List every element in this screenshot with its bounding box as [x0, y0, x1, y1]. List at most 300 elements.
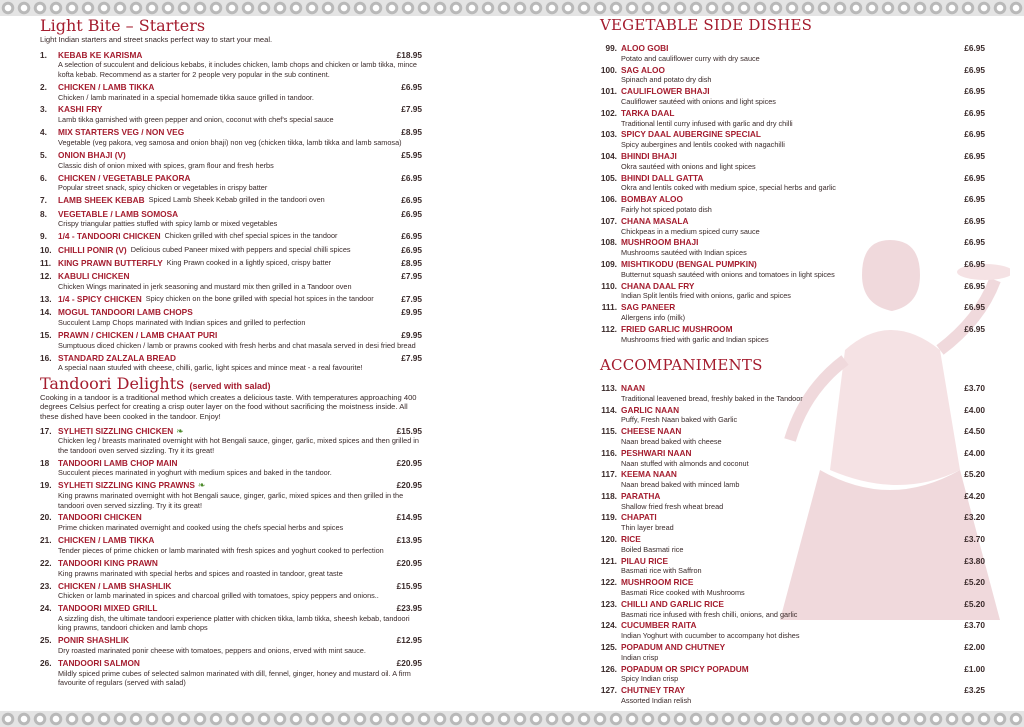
item-name: TANDOORI LAMB CHOP MAIN	[58, 457, 178, 468]
menu-item-row	[40, 330, 422, 341]
item-price: £9.95	[401, 329, 422, 340]
menu-item	[600, 577, 985, 598]
item-number: 100.	[600, 64, 617, 75]
menu-item	[600, 258, 985, 279]
item-description: King prawns marinated overnight with hot Bengali sauce, ginger, garlic, mixed spices and then grilled in the tandoori oven served sizzling. Try it its great!	[58, 491, 404, 510]
item-description: Traditional leavened bread, freshly baked in the Tandoor	[621, 393, 803, 403]
menu-item-row	[40, 512, 422, 523]
menu-item-row	[40, 258, 422, 269]
item-price: £3.70	[964, 534, 985, 545]
accompaniments-title: ACCOMPANIMENTS	[600, 355, 763, 374]
item-name: PRAWN / CHICKEN / LAMB CHAAT PURI	[58, 329, 218, 340]
item-description: Potato and cauliflower curry with dry sauce	[621, 53, 760, 63]
item-number: 110.	[601, 280, 617, 291]
item-name: BHINDI BHAJI	[621, 150, 677, 161]
item-name: KEEMA NAAN	[621, 469, 677, 480]
menu-item-row	[600, 258, 985, 270]
menu-item-row	[600, 620, 985, 631]
item-description: A sizzling dish, the ultimate tandoori experience platter with chicken tikka, lamb tikka, sheesh kebab, tandoori king prawns, tandoori chicken and lamb chops	[58, 614, 410, 633]
item-number: 17.	[40, 425, 52, 436]
menu-item	[40, 231, 422, 242]
menu-item-row	[600, 237, 985, 248]
item-number: 125.	[600, 642, 617, 653]
item-price: £6.95	[964, 258, 985, 269]
item-description: Naan stuffed with almonds and coconut	[621, 458, 749, 468]
item-number: 115.	[601, 426, 617, 437]
item-name: KASHI FRY	[58, 104, 103, 115]
menu-item-row	[40, 458, 422, 469]
menu-item-row	[600, 642, 985, 653]
item-price: £20.95	[396, 457, 422, 468]
menu-item-row	[40, 558, 422, 569]
menu-item	[601, 323, 985, 344]
menu-item-row	[40, 50, 422, 61]
menu-item-row	[601, 302, 985, 313]
item-price: £3.80	[964, 555, 985, 566]
item-name: SAG PANEER	[621, 302, 676, 313]
veg-sides-list	[600, 43, 985, 344]
menu-item	[40, 173, 422, 193]
item-number: 103.	[600, 129, 617, 140]
item-name: POPADUM OR SPICY POPADUM	[621, 663, 749, 674]
item-number: 99.	[605, 43, 617, 53]
menu-item-row	[601, 280, 985, 292]
menu-item	[600, 107, 985, 128]
item-description: Spicy aubergines and lentils cooked with nagachilli	[621, 140, 785, 150]
menu-item	[40, 127, 422, 147]
menu-item	[600, 685, 985, 706]
item-name: CHICKEN / LAMB SHASHLIK	[58, 580, 172, 591]
menu-item-row	[40, 535, 422, 546]
item-price: £6.95	[964, 172, 985, 183]
item-price: £6.95	[964, 280, 985, 291]
item-name: CUCUMBER RAITA	[621, 620, 697, 631]
item-description: Lamb tikka garnished with green pepper and onion, coconut with chef's special sauce	[58, 115, 334, 125]
item-price: £8.95	[401, 127, 422, 138]
item-price: £20.95	[396, 480, 422, 491]
menu-item	[40, 558, 422, 578]
menu-item	[40, 294, 422, 305]
left-column	[40, 18, 422, 690]
item-number: 109.	[600, 258, 617, 269]
menu-item	[600, 663, 985, 684]
menu-item	[600, 86, 985, 106]
item-number: 119.	[601, 512, 617, 523]
item-number: 19.	[40, 480, 52, 491]
menu-item-row	[40, 209, 422, 220]
menu-item	[40, 150, 422, 170]
item-number: 26.	[40, 658, 52, 669]
item-description: Chickpeas in a medium spiced curry sauce	[621, 226, 760, 236]
menu-item	[601, 512, 985, 533]
item-price: £5.20	[964, 598, 985, 609]
menu-item-row	[40, 658, 422, 669]
item-price: £6.95	[964, 150, 985, 161]
item-name: CHANA MASALA	[621, 215, 689, 226]
menu-item-row	[40, 173, 422, 184]
item-description: Assorted Indian relish	[621, 696, 692, 706]
menu-item	[601, 280, 985, 301]
item-name: TARKA DAAL	[621, 107, 675, 118]
item-price: £5.20	[964, 577, 985, 588]
item-number: 127.	[600, 685, 617, 696]
item-number: 112.	[601, 323, 617, 334]
item-name: MOGUL TANDOORI LAMB CHOPS	[58, 307, 193, 318]
item-number: 6.	[40, 172, 47, 183]
item-name: PONIR SHASHLIK	[58, 635, 129, 646]
menu-item-row	[40, 104, 422, 115]
menu-item	[40, 535, 422, 555]
item-price: £6.95	[964, 215, 985, 226]
menu-item	[600, 64, 985, 85]
item-description: Shallow fried fresh wheat bread	[621, 501, 724, 511]
item-description: Mildly spiced prime cubes of selected salmon marinated with dill, fennel, ginger, honey and mustard oil. A firm favourite of regulars (served with salad)	[58, 668, 411, 688]
item-description: Boiled Basmati rice	[621, 544, 684, 554]
item-price: £15.95	[396, 580, 422, 591]
item-description: Vegetable (veg pakora, veg samosa and onion bhaji) non veg (chicken tikka, lamb tikka and lamb samosa)	[58, 137, 402, 147]
menu-item-row	[605, 43, 985, 54]
item-price: £1.00	[964, 663, 985, 674]
item-name: CHEESE NAAN	[621, 426, 682, 437]
starters-list	[40, 50, 422, 373]
item-name: 1/4 - SPICY CHICKEN	[58, 293, 142, 304]
menu-item	[601, 404, 985, 425]
item-description: Chicken or lamb marinated in spices and charcoal grilled with tomatoes, spicy peppers and onions..	[58, 591, 379, 601]
menu-item	[601, 302, 985, 322]
item-name: PESHWARI NAAN	[621, 447, 692, 458]
menu-item-row	[40, 353, 422, 364]
item-name: FRIED GARLIC MUSHROOM	[621, 323, 733, 334]
menu-item-row	[40, 150, 422, 161]
item-name: SYLHETI SIZZLING CHICKEN	[58, 425, 174, 436]
menu-item	[40, 258, 422, 269]
menu-item-row	[40, 271, 422, 282]
menu-item-row	[40, 581, 422, 592]
menu-item	[40, 195, 422, 206]
item-name: CHILLI AND GARLIC RICE	[621, 598, 724, 609]
item-price: £23.95	[396, 603, 422, 614]
item-price: £6.95	[964, 302, 985, 313]
menu-item	[40, 426, 422, 456]
item-description: Spinach and potato dry dish	[621, 75, 712, 85]
menu-item-row	[40, 426, 422, 437]
menu-item-row	[600, 172, 985, 184]
item-price: £6.95	[964, 107, 985, 118]
item-price: £6.95	[964, 43, 985, 53]
item-number: 2.	[40, 81, 47, 92]
item-price: £7.95	[401, 104, 422, 115]
item-number: 11.	[40, 257, 52, 268]
menu-item-row	[40, 245, 422, 256]
item-name: POPADUM AND CHUTNEY	[621, 642, 726, 653]
menu-item-row	[600, 598, 985, 610]
item-description: Butternut squash sautéed with onions and tomatoes in light spices	[621, 269, 835, 279]
item-number: 116.	[601, 447, 617, 458]
item-price: £4.00	[964, 404, 985, 415]
item-description: King Prawn cooked in a lightly spiced, crispy batter	[166, 257, 332, 267]
item-number: 126.	[600, 663, 617, 674]
item-number: 1.	[40, 49, 47, 60]
menu-item	[600, 598, 985, 619]
menu-item	[601, 382, 985, 403]
item-price: £6.95	[964, 237, 985, 248]
item-price: £3.25	[964, 685, 985, 696]
item-price: £5.20	[964, 469, 985, 480]
item-number: 113.	[601, 382, 617, 393]
item-description: A special naan stuufed with cheese, chilli, garlic, light spices and mince meat - a real favourite!	[58, 363, 363, 373]
menu-item	[600, 215, 985, 236]
item-price: £6.95	[964, 194, 985, 205]
item-name: CHICKEN / VEGETABLE PAKORA	[58, 172, 191, 183]
item-price: £6.95	[964, 129, 985, 140]
item-number: 5.	[40, 149, 47, 160]
item-name: ONION BHAJI (V)	[58, 149, 126, 160]
item-price: £6.95	[401, 81, 422, 92]
item-name: SAG ALOO	[621, 64, 665, 75]
item-name: MUSHROOM RICE	[621, 577, 694, 588]
item-price: £8.95	[401, 257, 422, 268]
item-description: Okra sautéed with onions and light spices	[621, 161, 756, 171]
menu-item-row	[601, 490, 985, 502]
menu-item	[40, 480, 422, 510]
item-number: 111.	[601, 302, 617, 313]
item-description: A selection of succulent and delicious kebabs, it includes chicken, lamb chops and chicken or lamb tikka, mince kofta kebab. Recommend as a starter for 2 people very popular in the sub continent.	[58, 60, 417, 79]
item-name: MUSHROOM BHAJI	[621, 237, 699, 248]
menu-item-row	[601, 447, 985, 459]
menu-item-row	[600, 150, 985, 162]
item-number: 124.	[600, 620, 617, 631]
item-name: CHICKEN / LAMB TIKKA	[58, 535, 155, 546]
item-description: Cauliflower sautéed with onions and light spices	[621, 96, 776, 106]
item-price: £6.95	[964, 86, 985, 97]
menu-item	[605, 43, 985, 63]
item-description: Prime chicken marinated overnight and cooked using the chefs special herbs and spices	[58, 523, 344, 533]
menu-item	[40, 82, 422, 102]
item-name: CHICKEN / LAMB TIKKA	[58, 81, 155, 92]
menu-item	[40, 104, 422, 124]
menu-item	[40, 271, 422, 291]
menu-item	[600, 555, 985, 576]
menu-item-row	[40, 635, 422, 646]
menu-item	[601, 426, 985, 446]
item-description: Traditional lentil curry infused with garlic and dry chilli	[621, 118, 793, 128]
item-number: 118.	[601, 490, 617, 501]
item-name: LAMB SHEEK KEBAB	[58, 195, 145, 206]
menu-item	[40, 635, 422, 655]
item-name: BHINDI DALL GATTA	[621, 172, 704, 183]
leaf-icon: ❧	[197, 480, 206, 491]
menu-item-row	[40, 294, 422, 305]
item-price: £12.95	[396, 635, 422, 646]
item-description: Chicken / lamb marinated in a special homemade tikka sauce grilled in tandoor.	[58, 92, 314, 102]
item-description: Indian Split lentils fried with onions, garlic and spices	[621, 291, 791, 301]
item-price: £4.00	[964, 447, 985, 458]
tandoori-subtitle: (served with salad)	[189, 380, 271, 391]
menu-item	[40, 603, 422, 633]
item-name: ALOO GOBI	[621, 43, 669, 53]
item-name: TANDOORI SALMON	[58, 658, 140, 669]
item-price: £13.95	[396, 535, 422, 546]
item-name: CHILLI PONIR (V)	[58, 244, 127, 255]
item-name: NAAN	[621, 382, 645, 393]
menu-item	[40, 658, 422, 688]
item-name: CHANA DAAL FRY	[621, 280, 695, 291]
menu-item-row	[601, 469, 985, 480]
item-name: TANDOORI CHICKEN	[58, 512, 142, 523]
menu-item	[601, 447, 985, 468]
item-name: VEGETABLE / LAMB SOMOSA	[58, 208, 179, 219]
item-price: £15.95	[396, 425, 422, 436]
menu-item	[600, 172, 985, 193]
item-name: SYLHETI SIZZLING KING PRAWNS	[58, 480, 195, 491]
item-name: CAULIFLOWER BHAJI	[621, 86, 710, 97]
menu-item	[40, 581, 422, 601]
item-description: Spiced Lamb Sheek Kebab grilled in the tandoori oven	[148, 195, 325, 205]
item-description: Okra and lentils coked with medium spice, special herbs and garlic	[621, 183, 836, 193]
item-price: £20.95	[396, 557, 422, 568]
item-price: £6.95	[964, 323, 985, 334]
item-description: Puffy, Fresh Naan baked with Garlic	[621, 415, 738, 425]
item-name: TANDOORI KING PRAWN	[58, 557, 158, 568]
item-price: £3.20	[964, 512, 985, 523]
item-price: £4.50	[964, 426, 985, 437]
tandoori-title	[40, 373, 422, 393]
item-number: 101.	[600, 86, 617, 97]
menu-item-row	[600, 194, 985, 205]
item-number: 122.	[600, 577, 617, 588]
menu-item-row	[600, 64, 985, 76]
item-price: £6.95	[401, 244, 422, 255]
item-number: 21.	[40, 535, 52, 546]
menu-item-row	[601, 512, 985, 523]
item-price: £3.70	[964, 382, 985, 393]
menu-item-row	[600, 86, 985, 97]
menu-item	[40, 307, 422, 327]
item-description: Indian Yoghurt with cucumber to accompany hot dishes	[621, 631, 800, 641]
tandoori-intro: Cooking in a tandoor is a traditional method which creates a delicious taste. With temperatures approaching 400 degrees Celsius perfect for creating a crisp outer layer on the food without sacrificing the moistness inside. All these dished have been cooked in the tandoor. Enjoy!	[40, 392, 417, 421]
item-price: £9.95	[401, 307, 422, 318]
menu-item	[600, 642, 985, 662]
item-number: 24.	[40, 603, 52, 614]
item-number: 107.	[600, 215, 617, 226]
menu-item	[600, 150, 985, 171]
tandoori-list	[40, 426, 422, 688]
item-price: £6.95	[401, 195, 422, 206]
menu-item-row	[40, 82, 422, 93]
item-description: Popular street snack, spicy chicken or vegetables in crispy batter	[58, 183, 268, 193]
menu-item	[600, 237, 985, 258]
item-description: Mushrooms fried with garlic and Indian spices	[621, 334, 769, 344]
item-name: STANDARD ZALZALA BREAD	[58, 352, 176, 363]
item-number: 102.	[600, 107, 617, 118]
menu-item-row	[601, 404, 985, 416]
tandoori-title-text: Tandoori Delights	[40, 373, 185, 393]
menu-item	[40, 353, 422, 373]
item-description: Delicious cubed Paneer mixed with peppers and special chilli spices	[130, 244, 351, 254]
item-number: 117.	[601, 469, 617, 480]
item-number: 18	[40, 457, 50, 468]
item-name: BOMBAY ALOO	[621, 194, 683, 205]
item-number: 25.	[40, 635, 52, 646]
starters-title: Light Bite – Starters	[40, 16, 206, 35]
item-description: Naan bread baked with cheese	[621, 436, 722, 446]
menu-item-row	[601, 426, 985, 437]
menu-item	[600, 129, 985, 150]
item-price: £14.95	[396, 512, 422, 523]
menu-item-row	[600, 129, 985, 140]
item-description: Naan bread baked with minced lamb	[621, 480, 740, 490]
item-number: 121.	[600, 555, 617, 566]
menu-item-row	[600, 685, 985, 696]
item-number: 8.	[40, 208, 47, 219]
item-price: £6.95	[401, 208, 422, 219]
item-number: 7.	[40, 195, 47, 206]
right-column	[600, 18, 985, 707]
item-name: KABULI CHICKEN	[58, 271, 130, 282]
item-description: Classic dish of onion mixed with spices, gram flour and fresh herbs	[58, 160, 274, 170]
item-number: 23.	[40, 580, 52, 591]
item-number: 22.	[40, 557, 52, 568]
menu-item	[600, 534, 985, 554]
item-price: £2.00	[964, 642, 985, 653]
top-paisley-border	[0, 0, 1024, 16]
item-price: £20.95	[396, 658, 422, 669]
item-number: 15.	[40, 329, 52, 340]
item-name: MISHTIKODU (BENGAL PUMPKIN)	[621, 258, 757, 269]
item-number: 12.	[40, 271, 52, 282]
item-description: Chicken grilled with chef special spices in the tandoor	[164, 231, 338, 241]
menu-item-row	[40, 603, 422, 614]
item-name: RICE	[621, 534, 641, 545]
item-description: Fairly hot spiced potato dish	[621, 204, 712, 214]
item-name: KING PRAWN BUTTERFLY	[58, 257, 163, 268]
item-name: CHUTNEY TRAY	[621, 685, 686, 696]
menu-item	[40, 50, 422, 80]
item-price: £18.95	[396, 49, 422, 60]
item-price: £4.20	[964, 490, 985, 501]
menu-item	[601, 469, 985, 490]
item-number: 13.	[40, 293, 52, 304]
item-name: MIX STARTERS VEG / NON VEG	[58, 127, 185, 138]
item-description: Dry roasted marinated ponir cheese with tomatoes, peppers and onions, erved with mint sauce.	[58, 646, 366, 656]
item-name: TANDOORI MIXED GRILL	[58, 603, 158, 614]
item-description: King prawns marinated with special herbs and spices and roasted in tandoor, great taste	[58, 568, 343, 578]
item-number: 10.	[40, 244, 52, 255]
menu-item	[600, 194, 985, 214]
item-number: 106.	[600, 194, 617, 205]
item-name: GARLIC NAAN	[621, 404, 680, 415]
item-number: 20.	[40, 512, 52, 523]
menu-item-row	[40, 480, 422, 491]
veg-sides-title: VEGETABLE SIDE DISHES	[600, 16, 813, 34]
item-price: £6.95	[401, 172, 422, 183]
item-name: CHAPATI	[621, 512, 657, 523]
item-description: Basmati rice with Saffron	[621, 566, 702, 576]
item-description: Sumptuous diced chicken / lamb or prawns cooked with fresh herbs and chat masala served in desi fried bread	[58, 340, 416, 350]
leaf-icon: ❧	[176, 425, 184, 436]
item-description: Basmati rice infused with fresh chilli, onions, and garlic	[621, 609, 798, 619]
item-number: 120.	[600, 534, 617, 545]
menu-item-row	[601, 382, 985, 394]
item-number: 108.	[600, 237, 617, 248]
item-number: 123.	[600, 598, 617, 609]
item-price: £5.95	[401, 149, 422, 160]
item-number: 4.	[40, 127, 47, 138]
menu-item-row	[600, 107, 985, 119]
menu-item-row	[40, 231, 422, 242]
item-name: SPICY DAAL AUBERGINE SPECIAL	[621, 129, 761, 140]
item-description: Spicy chicken on the bone grilled with special hot spices in the tandoor	[145, 293, 374, 303]
